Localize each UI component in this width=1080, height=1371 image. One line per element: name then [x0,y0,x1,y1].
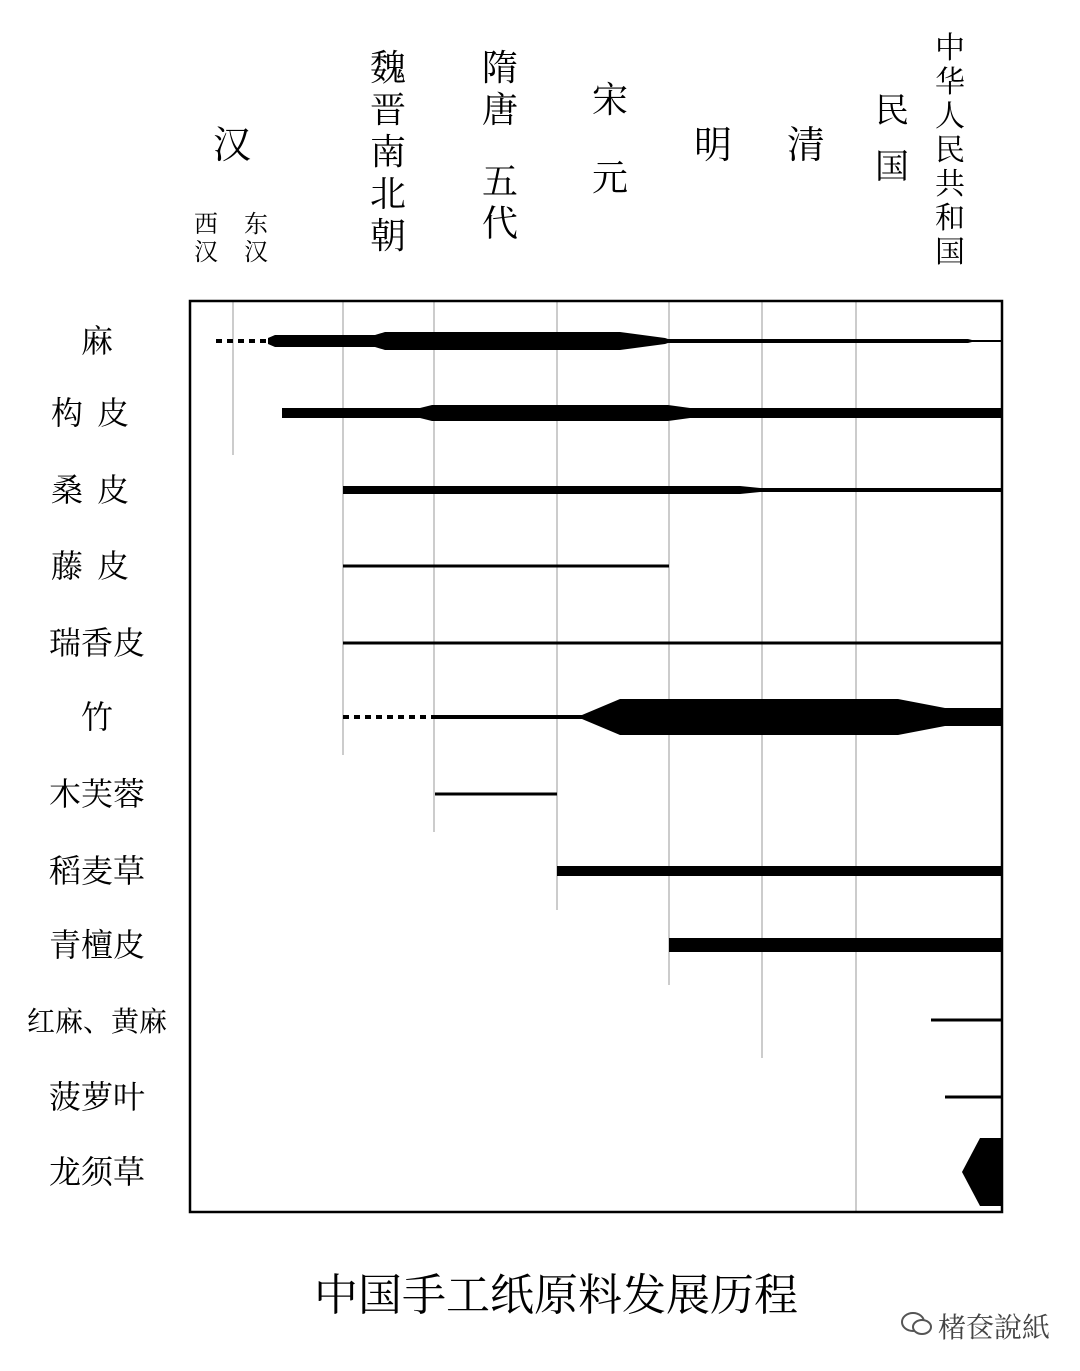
material-label: 稻麦草 [48,852,146,890]
period-label [482,48,518,244]
bar-麻 [268,332,1002,350]
svg-text:中: 中 [935,31,965,66]
watermark-text: 楮奁說紙 [938,1311,1051,1344]
bar-竹 [432,699,1002,735]
period-gridlines [233,301,856,1212]
period-label: 清 [786,123,826,167]
bar-青檀皮 [669,938,1002,952]
svg-text:共: 共 [935,167,965,202]
period-label: 汉 [212,123,252,167]
svg-text:国: 国 [875,147,909,187]
bar-木芙蓉 [435,793,557,796]
plot-frame [190,301,1002,1212]
material-label: 菠萝叶 [48,1078,146,1116]
svg-text:代: 代 [481,203,519,245]
svg-text:和: 和 [935,201,965,236]
usage-bars [216,332,1002,1206]
bar-藤皮 [343,565,669,568]
svg-text:汉: 汉 [244,238,268,266]
material-label: 藤皮 [50,547,144,585]
material-label: 瑞香皮 [48,624,146,662]
bar-红麻、黄麻 [931,1019,1002,1022]
period-label [935,31,965,270]
svg-text:南: 南 [369,132,407,173]
svg-text:民: 民 [935,133,965,168]
svg-text:朝: 朝 [369,216,407,257]
svg-text:民: 民 [875,91,909,131]
sub-period-label [244,210,268,266]
material-label: 麻 [80,322,114,360]
bar-构皮 [282,405,1002,421]
period-label: 明 [693,123,733,167]
svg-text:华: 华 [935,65,965,100]
svg-text:东: 东 [244,210,268,238]
period-label [370,48,406,257]
period-label [592,80,628,199]
svg-text:隋: 隋 [481,48,519,89]
svg-text:国: 国 [935,235,965,270]
svg-text:魏: 魏 [369,48,407,89]
material-label: 木芙蓉 [48,775,146,813]
svg-text:宋: 宋 [591,80,629,121]
wechat-icon [900,1310,934,1338]
bar-桑皮 [343,486,1002,494]
bar-龙须草 [962,1138,1002,1206]
svg-text:汉: 汉 [194,238,218,266]
svg-text:西: 西 [194,210,218,238]
bar-瑞香皮 [343,642,1002,645]
svg-text:唐: 唐 [481,90,519,131]
material-label: 桑皮 [50,471,144,509]
svg-text:北: 北 [369,174,407,215]
bar-菠萝叶 [945,1096,1002,1099]
material-labels [27,322,167,1191]
material-label: 构皮 [50,394,144,432]
bar-稻麦草 [557,866,1002,876]
svg-text:元: 元 [591,158,629,199]
material-label: 红麻、黄麻 [26,1005,168,1038]
svg-text:晋: 晋 [369,90,407,131]
period-label [875,91,909,187]
svg-text:五: 五 [481,161,519,203]
material-label: 青檀皮 [48,926,146,964]
period-labels [194,31,965,270]
sub-period-label [194,210,218,266]
material-label: 龙须草 [48,1153,146,1191]
chart-title: 中国手工纸原料发展历程 [314,1270,798,1321]
svg-text:人: 人 [935,99,965,134]
material-label: 竹 [80,698,114,736]
